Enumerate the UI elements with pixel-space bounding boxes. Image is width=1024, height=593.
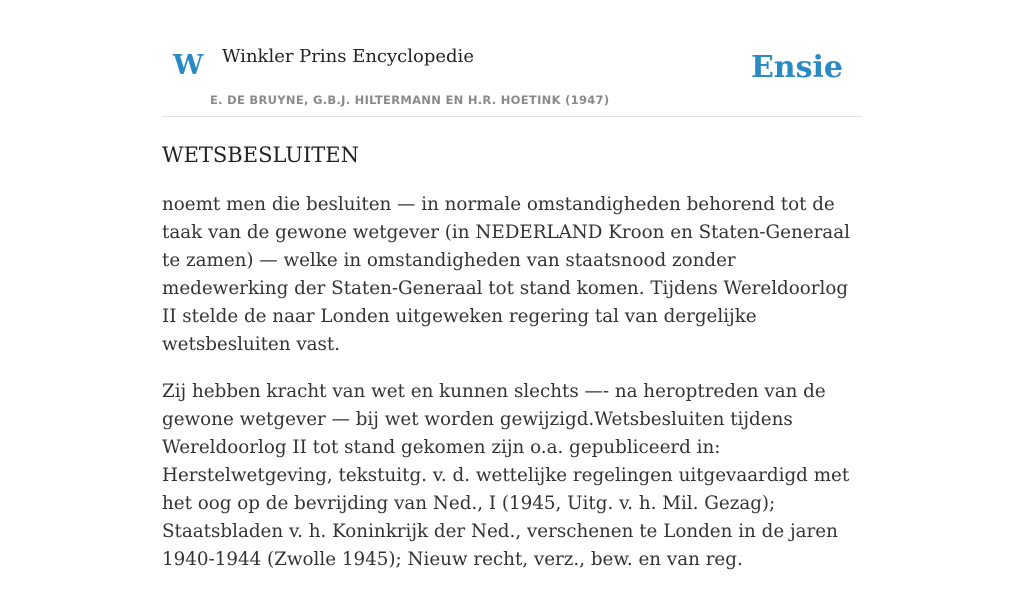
page-title: WETSBESLUITEN — [162, 143, 359, 167]
publication-header — [162, 0, 862, 117]
article-paragraph: noemt men die besluiten — in normale omstandigheden behorend tot de taak van de gewone wetgever (in NEDERLAND Kroon en Staten-Generaal te zamen) — welke in omstandigheden van staatsnood zonder medewerking der Staten-Generaal tot stand komen. Tijdens Wereldoorlog II stelde de naar Londen uitgeweken regering tal van dergelijke wetsbesluiten vast. — [162, 194, 850, 356]
publication-authors: E. DE BRUYNE, G.B.J. HILTERMANN EN H.R. HOETINK (1947) — [210, 93, 610, 107]
article-card — [162, 0, 862, 593]
winkler-prins-logo[interactable]: W — [173, 50, 204, 81]
ensie-logo[interactable]: Ensie — [750, 50, 843, 85]
publication-title[interactable]: Winkler Prins Encyclopedie — [222, 46, 474, 67]
article-paragraph: Zij hebben kracht van wet en kunnen slechts —- na heroptreden van de gewone wetgever — bij wet worden gewijzigd.Wetsbesluiten tijdens Wereldoorlog II tot stand gekomen zijn o.a. gepubliceerd in: Herstelwetgeving, tekstuitg. v. d. wettelijke regelingen uitgevaardigd met het oog op de bevrijding van Ned., I (1945, Uitg. v. h. Mil. Gezag); Staatsbladen v. h. Koninkrijk der Ned., verschenen te Londen in de jaren 1940-1944 (Zwolle 1945); Nieuw recht, verz., bew. en van reg. — [162, 381, 850, 571]
article-body — [162, 191, 862, 574]
